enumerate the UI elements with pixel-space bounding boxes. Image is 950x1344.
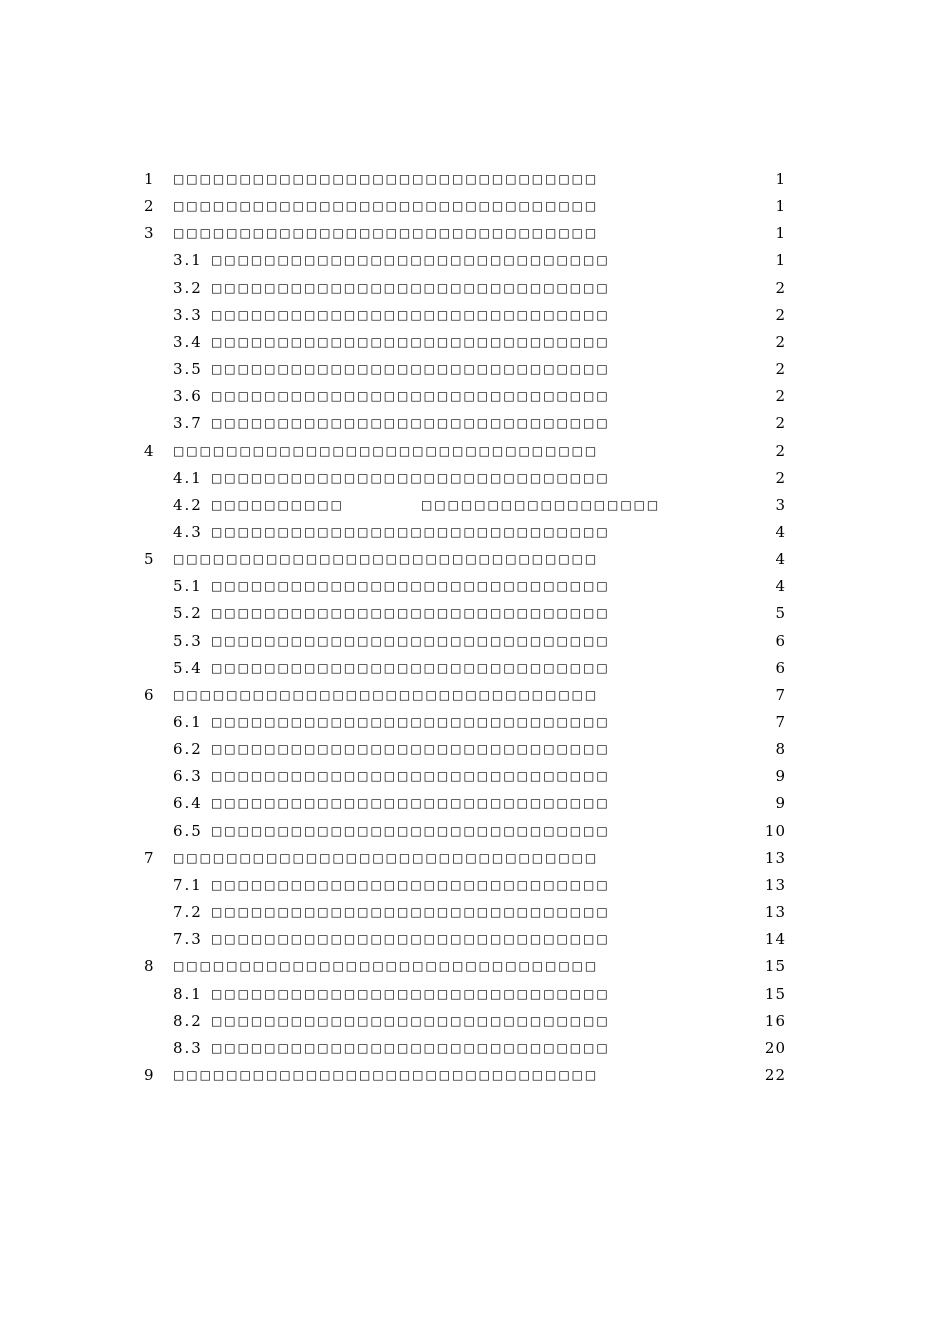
toc-entry[interactable] xyxy=(0,521,950,543)
toc-entry-number: 7.2 xyxy=(173,903,203,922)
toc-entry-page-number: 13 xyxy=(764,848,786,867)
toc-entry-number: 3.6 xyxy=(173,387,203,406)
toc-entry-number: 3.4 xyxy=(173,332,203,351)
toc-entry-number: 2 xyxy=(144,197,156,216)
toc-entry[interactable] xyxy=(0,412,950,434)
toc-entry-page-number: 15 xyxy=(764,984,786,1003)
toc-entry-number: 4.1 xyxy=(173,468,203,487)
toc-entry-page-number: 1 xyxy=(775,197,786,216)
toc-entry[interactable] xyxy=(0,385,950,407)
toc-entry-page-number: 20 xyxy=(764,1038,786,1057)
toc-entry-number: 4 xyxy=(144,441,156,460)
toc-entry-page-number: 10 xyxy=(764,821,786,840)
toc-entry-title: □□□□□□□□□□□□□□□□□□□□□□□□□□□□□□ xyxy=(211,280,610,295)
toc-entry[interactable] xyxy=(0,249,950,271)
toc-entry[interactable] xyxy=(0,711,950,733)
toc-entry-page-number: 13 xyxy=(764,903,786,922)
toc-entry-title: □□□□□□□□□□□□□□□□□□□□□□□□□□□□□□ xyxy=(211,524,610,539)
toc-entry-number: 8.1 xyxy=(173,984,203,1003)
toc-entry-title: □□□□□□□□□□□□□□□□□□□□□□□□□□□□□□□□ xyxy=(173,959,599,974)
toc-entry[interactable] xyxy=(0,195,950,217)
toc-entry-number: 7.1 xyxy=(173,875,203,894)
toc-entry[interactable] xyxy=(0,820,950,842)
toc-entry[interactable] xyxy=(0,494,950,516)
toc-entry-title: □□□□□□□□□□□□□□□□□□□□□□□□□□□□□□ xyxy=(211,307,610,322)
toc-entry[interactable] xyxy=(0,1010,950,1032)
toc-entry-number: 8.3 xyxy=(173,1038,203,1057)
toc-entry-page-number: 22 xyxy=(764,1065,786,1084)
toc-entry-page-number: 7 xyxy=(775,685,786,704)
toc-entry-page-number: 1 xyxy=(775,170,786,188)
toc-entry-number: 5.2 xyxy=(173,604,203,623)
toc-entry-title: □□□□□□□□□□□□□□□□□□□□□□□□□□□□□□□□ xyxy=(173,1067,599,1082)
toc-entry[interactable] xyxy=(0,901,950,923)
toc-entry[interactable] xyxy=(0,358,950,380)
toc-entry-title: □□□□□□□□□□□□□□□□□□□□□□□□□□□□□□ xyxy=(211,932,610,947)
toc-entry-title: □□□□□□□□□□□□□□□□□□□□□□□□□□□□□□ xyxy=(211,470,610,485)
toc-entry[interactable] xyxy=(0,602,950,624)
toc-entry[interactable] xyxy=(0,548,950,570)
toc-entry[interactable] xyxy=(0,955,950,977)
toc-entry[interactable] xyxy=(0,630,950,652)
toc-entry-title: □□□□□□□□□□ xyxy=(211,497,344,512)
toc-entry[interactable] xyxy=(0,440,950,462)
toc-entry-page-number: 4 xyxy=(775,522,786,541)
toc-entry-number: 5 xyxy=(144,550,156,569)
toc-entry-number: 9 xyxy=(144,1065,156,1084)
toc-entry-number: 6.5 xyxy=(173,821,203,840)
toc-entry-page-number: 6 xyxy=(775,658,786,677)
toc-entry-title: □□□□□□□□□□□□□□□□□□□□□□□□□□□□□□ xyxy=(211,606,610,621)
toc-entry[interactable] xyxy=(0,304,950,326)
toc-entry-number: 4.3 xyxy=(173,522,203,541)
toc-entry-page-number: 13 xyxy=(764,875,786,894)
toc-entry-number: 3.2 xyxy=(173,278,203,297)
toc-entry[interactable] xyxy=(0,575,950,597)
toc-entry-page-number: 2 xyxy=(775,305,786,324)
toc-entry-page-number: 2 xyxy=(775,332,786,351)
toc-entry[interactable] xyxy=(0,222,950,244)
toc-entry-title: □□□□□□□□□□□□□□□□□□□□□□□□□□□□□□ xyxy=(211,796,610,811)
toc-entry-page-number: 6 xyxy=(775,631,786,650)
toc-entry-title: □□□□□□□□□□□□□□□□□□□□□□□□□□□□□□ xyxy=(211,986,610,1001)
toc-entry-page-number: 15 xyxy=(764,957,786,976)
toc-entry-page-number: 2 xyxy=(775,441,786,460)
toc-entry-number: 8.2 xyxy=(173,1011,203,1030)
toc-entry-title: □□□□□□□□□□□□□□□□□□□□□□□□□□□□□□ xyxy=(211,579,610,594)
toc-entry-number: 5.1 xyxy=(173,577,203,596)
toc-entry-number: 7 xyxy=(144,848,156,867)
toc-entry-page-number: 16 xyxy=(764,1011,786,1030)
toc-entry-number: 4.2 xyxy=(173,495,203,514)
toc-entry-title: □□□□□□□□□□□□□□□□□□□□□□□□□□□□□□ xyxy=(211,823,610,838)
toc-entry-page-number: 2 xyxy=(775,468,786,487)
toc-entry-page-number: 2 xyxy=(775,387,786,406)
toc-entry-page-number: 2 xyxy=(775,278,786,297)
toc-entry[interactable] xyxy=(0,684,950,706)
toc-entry[interactable] xyxy=(0,657,950,679)
toc-entry[interactable] xyxy=(0,765,950,787)
toc-entry-number: 6.2 xyxy=(173,740,203,759)
toc-entry-number: 6.1 xyxy=(173,713,203,731)
toc-entry-title: □□□□□□□□□□□□□□□□□□□□□□□□□□□□□□ xyxy=(211,416,610,431)
toc-entry-page-number: 2 xyxy=(775,414,786,433)
toc-entry-page-number: 2 xyxy=(775,360,786,379)
toc-entry-number: 3.1 xyxy=(173,251,203,270)
toc-entry[interactable] xyxy=(0,1064,950,1086)
toc-entry-title: □□□□□□□□□□□□□□□□□□□□□□□□□□□□□□ xyxy=(211,905,610,920)
toc-entry-title-continuation: □□□□□□□□□□□□□□□□□□ xyxy=(421,497,661,512)
toc-entry-number: 7.3 xyxy=(173,930,203,949)
toc-entry-title: □□□□□□□□□□□□□□□□□□□□□□□□□□□□□□□□ xyxy=(173,199,599,214)
toc-entry[interactable] xyxy=(0,277,950,299)
toc-entry-title: □□□□□□□□□□□□□□□□□□□□□□□□□□□□□□ xyxy=(211,660,610,675)
toc-entry-title: □□□□□□□□□□□□□□□□□□□□□□□□□□□□□□□□ xyxy=(173,172,599,186)
toc-entry-title: □□□□□□□□□□□□□□□□□□□□□□□□□□□□□□ xyxy=(211,389,610,404)
toc-entry-page-number: 7 xyxy=(775,713,786,731)
toc-entry[interactable] xyxy=(0,168,950,190)
toc-entry-title: □□□□□□□□□□□□□□□□□□□□□□□□□□□□□□ xyxy=(211,877,610,892)
toc-entry-title: □□□□□□□□□□□□□□□□□□□□□□□□□□□□□□ xyxy=(211,715,610,729)
toc-entry-title: □□□□□□□□□□□□□□□□□□□□□□□□□□□□□□□□ xyxy=(173,687,599,702)
toc-entry-number: 6.3 xyxy=(173,767,203,786)
toc-entry[interactable] xyxy=(0,1037,950,1059)
toc-entry[interactable] xyxy=(0,874,950,896)
toc-entry-title: □□□□□□□□□□□□□□□□□□□□□□□□□□□□□□ xyxy=(211,362,610,377)
toc-entry-number: 3.3 xyxy=(173,305,203,324)
toc-entry-page-number: 4 xyxy=(775,550,786,569)
toc-entry-number: 3 xyxy=(144,224,156,243)
toc-entry[interactable] xyxy=(0,331,950,353)
toc-entry-page-number: 5 xyxy=(775,604,786,623)
toc-entry-page-number: 1 xyxy=(775,251,786,270)
toc-entry-title: □□□□□□□□□□□□□□□□□□□□□□□□□□□□□□ xyxy=(211,633,610,648)
toc-entry-title: □□□□□□□□□□□□□□□□□□□□□□□□□□□□□□ xyxy=(211,742,610,757)
toc-entry-page-number: 9 xyxy=(775,794,786,813)
toc-entry[interactable] xyxy=(0,738,950,760)
toc-entry-title: □□□□□□□□□□□□□□□□□□□□□□□□□□□□□□ xyxy=(211,1040,610,1055)
toc-entry-title: □□□□□□□□□□□□□□□□□□□□□□□□□□□□□□□□ xyxy=(173,552,599,567)
toc-entry-title: □□□□□□□□□□□□□□□□□□□□□□□□□□□□□□ xyxy=(211,769,610,784)
toc-entry[interactable] xyxy=(0,983,950,1005)
toc-entry-number: 5.4 xyxy=(173,658,203,677)
toc-entry-number: 3.7 xyxy=(173,414,203,433)
toc-entry-page-number: 4 xyxy=(775,577,786,596)
toc-entry-page-number: 1 xyxy=(775,224,786,243)
toc-entry-title: □□□□□□□□□□□□□□□□□□□□□□□□□□□□□□□□ xyxy=(173,443,599,458)
toc-entry-title: □□□□□□□□□□□□□□□□□□□□□□□□□□□□□□ xyxy=(211,1013,610,1028)
toc-entry-number: 3.5 xyxy=(173,360,203,379)
toc-entry-number: 6 xyxy=(144,685,156,704)
toc-entry-page-number: 14 xyxy=(764,930,786,949)
toc-entry-title: □□□□□□□□□□□□□□□□□□□□□□□□□□□□□□□□ xyxy=(173,850,599,865)
toc-entry[interactable] xyxy=(0,792,950,814)
toc-entry-page-number: 8 xyxy=(775,740,786,759)
toc-entry[interactable] xyxy=(0,847,950,869)
toc-entry-title: □□□□□□□□□□□□□□□□□□□□□□□□□□□□□□□□ xyxy=(173,226,599,241)
toc-entry-page-number: 9 xyxy=(775,767,786,786)
toc-entry-page-number: 3 xyxy=(775,495,786,514)
toc-entry-number: 5.3 xyxy=(173,631,203,650)
toc-entry-number: 8 xyxy=(144,957,156,976)
toc-entry[interactable] xyxy=(0,928,950,950)
toc-entry-title: □□□□□□□□□□□□□□□□□□□□□□□□□□□□□□ xyxy=(211,334,610,349)
toc-entry[interactable] xyxy=(0,467,950,489)
toc-entry-number: 6.4 xyxy=(173,794,203,813)
toc-entry-number: 1 xyxy=(144,170,156,188)
toc-entry-title: □□□□□□□□□□□□□□□□□□□□□□□□□□□□□□ xyxy=(211,253,610,268)
